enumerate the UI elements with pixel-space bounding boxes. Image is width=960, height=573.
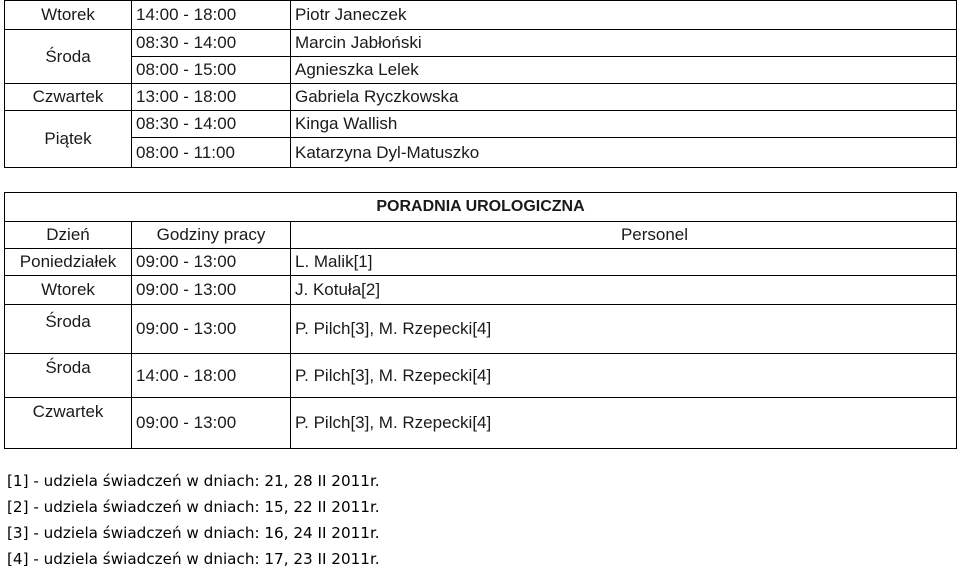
footnote: [1] - udziela świadczeń w dniach: 21, 28 II 2011r. [7, 472, 380, 490]
person-cell: Agnieszka Lelek [291, 57, 957, 84]
table-header-row [5, 222, 957, 249]
person-cell: Piotr Janeczek [291, 1, 957, 30]
staff-cell: P. Pilch[3], M. Rzepecki[4] [291, 354, 957, 398]
hours-cell: 13:00 - 18:00 [132, 84, 291, 111]
day-cell: Wtorek [5, 276, 132, 305]
table-title-row [5, 193, 957, 222]
table-row [5, 84, 957, 111]
table-row [5, 249, 957, 276]
person-cell: Marcin Jabłoński [291, 30, 957, 57]
staff-cell: P. Pilch[3], M. Rzepecki[4] [291, 305, 957, 354]
table-row [5, 111, 957, 138]
footnotes [7, 468, 380, 572]
hours-cell: 14:00 - 18:00 [132, 354, 291, 398]
day-cell: Środa [5, 354, 132, 398]
hours-cell: 09:00 - 13:00 [132, 305, 291, 354]
hours-cell: 09:00 - 13:00 [132, 276, 291, 305]
urology-table [4, 192, 957, 449]
person-cell: Katarzyna Dyl-Matuszko [291, 138, 957, 168]
day-cell: Środa [5, 305, 132, 354]
footnote: [4] - udziela świadczeń w dniach: 17, 23 II 2011r. [7, 550, 380, 568]
staff-cell: J. Kotuła[2] [291, 276, 957, 305]
day-cell: Czwartek [5, 84, 132, 111]
table-row [5, 276, 957, 305]
table-row [5, 30, 957, 57]
day-cell: Poniedziałek [5, 249, 132, 276]
hours-cell: 08:00 - 11:00 [132, 138, 291, 168]
header-staff: Personel [291, 222, 957, 249]
day-cell: Piątek [5, 111, 132, 168]
table-row [5, 354, 957, 398]
header-hours: Godziny pracy [132, 222, 291, 249]
day-cell: Czwartek [5, 398, 132, 449]
hours-cell: 09:00 - 13:00 [132, 398, 291, 449]
page-title: PORADNIA UROLOGICZNA [5, 193, 957, 222]
header-day: Dzień [5, 222, 132, 249]
schedule-table-top [4, 0, 957, 168]
footnote: [3] - udziela świadczeń w dniach: 16, 24 II 2011r. [7, 524, 380, 542]
hours-cell: 08:00 - 15:00 [132, 57, 291, 84]
day-cell: Wtorek [5, 1, 132, 30]
table-row [5, 398, 957, 449]
staff-cell: L. Malik[1] [291, 249, 957, 276]
hours-cell: 09:00 - 13:00 [132, 249, 291, 276]
footnote: [2] - udziela świadczeń w dniach: 15, 22 II 2011r. [7, 498, 380, 516]
table-row [5, 1, 957, 30]
person-cell: Kinga Wallish [291, 111, 957, 138]
hours-cell: 08:30 - 14:00 [132, 111, 291, 138]
table-row [5, 138, 957, 168]
hours-cell: 08:30 - 14:00 [132, 30, 291, 57]
day-cell: Środa [5, 30, 132, 84]
staff-cell: P. Pilch[3], M. Rzepecki[4] [291, 398, 957, 449]
table-row [5, 305, 957, 354]
person-cell: Gabriela Ryczkowska [291, 84, 957, 111]
hours-cell: 14:00 - 18:00 [132, 1, 291, 30]
table-row [5, 57, 957, 84]
